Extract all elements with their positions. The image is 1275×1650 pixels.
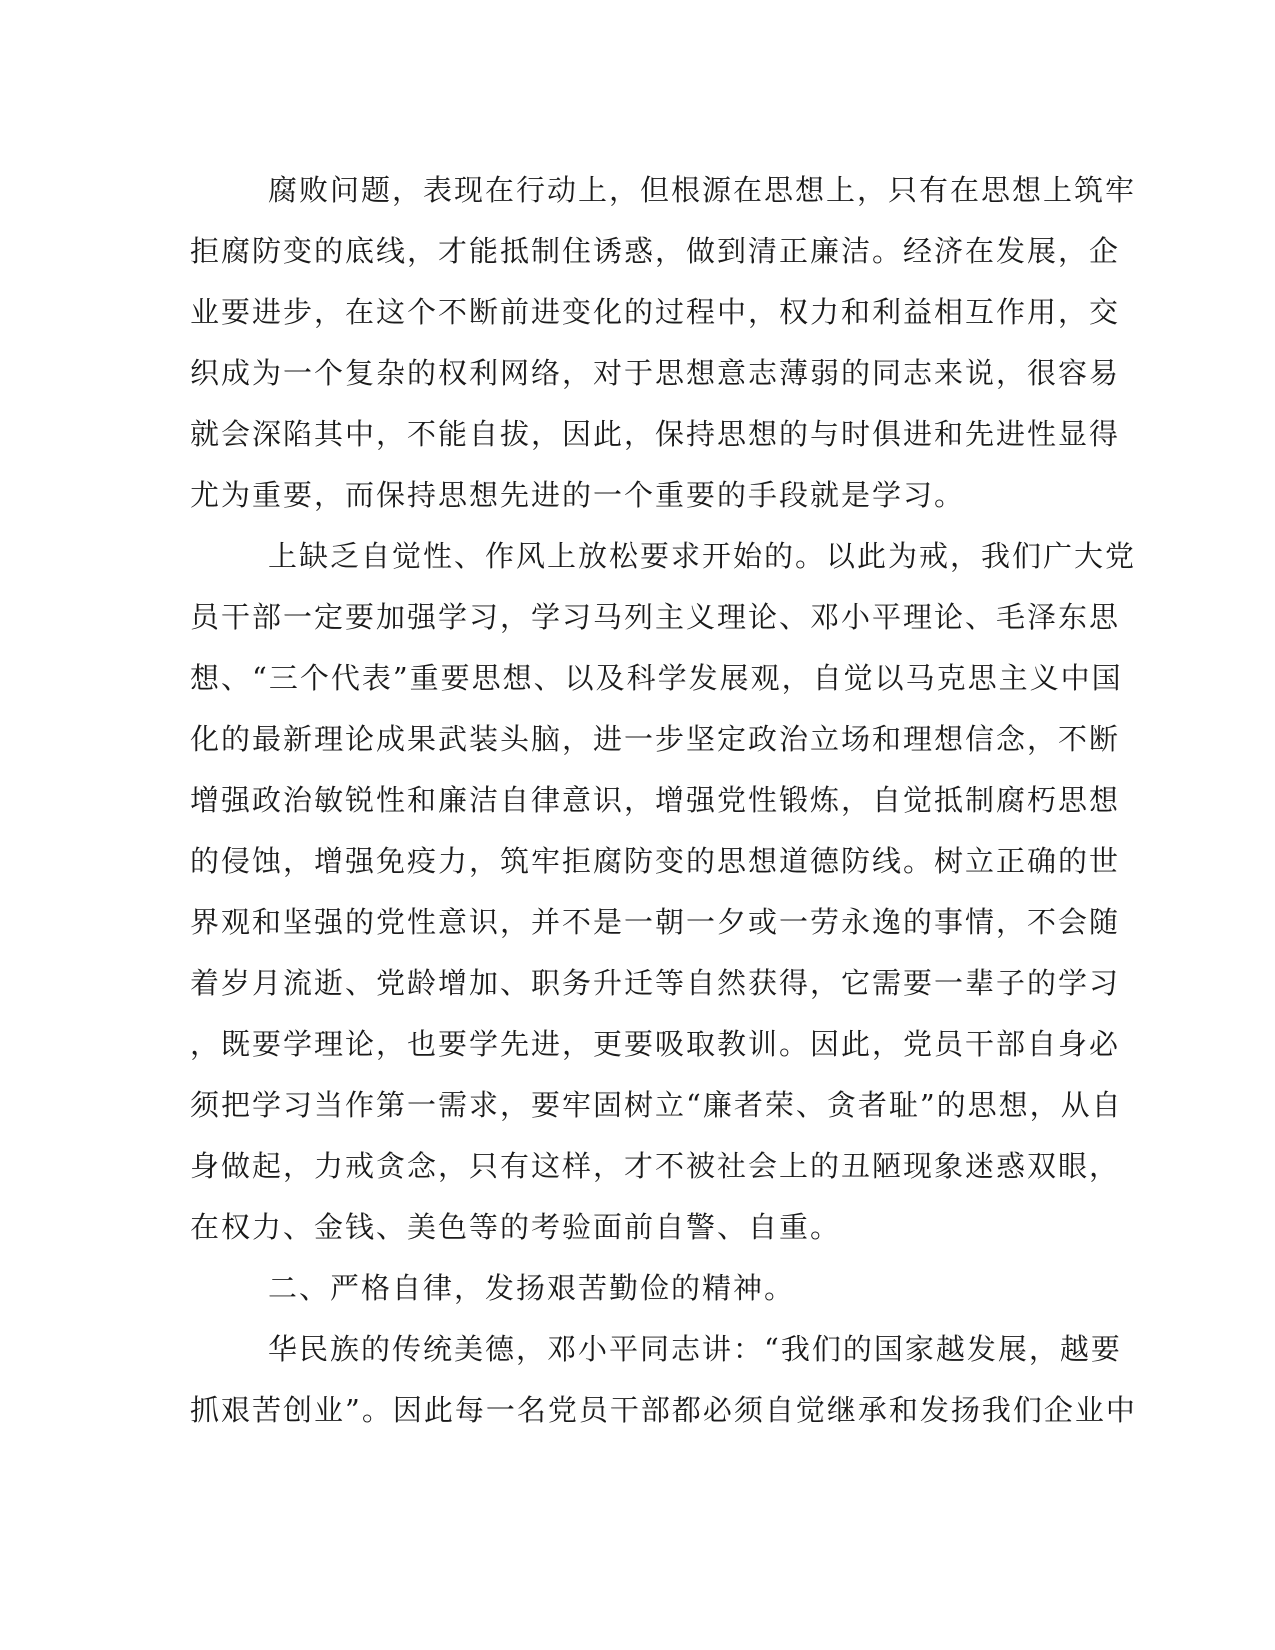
text-line: 就会深陷其中，不能自拔，因此，保持思想的与时俱进和先进性显得 xyxy=(190,417,1121,451)
text-line: 的侵蚀，增强免疫力，筑牢拒腐防变的思想道德防线。树立正确的世 xyxy=(190,844,1121,878)
text-line: 上缺乏自觉性、作风上放松要求开始的。以此为戒，我们广大党 xyxy=(268,539,1137,573)
text-line: 拒腐防变的底线，才能抵制住诱惑，做到清正廉洁。经济在发展，企 xyxy=(190,234,1121,268)
text-line: 业要进步，在这个不断前进变化的过程中，权力和利益相互作用，交 xyxy=(190,295,1121,329)
text-line: 增强政治敏锐性和廉洁自律意识，增强党性锻炼，自觉抵制腐朽思想 xyxy=(190,783,1121,817)
text-line: 腐败问题，表现在行动上，但根源在思想上，只有在思想上筑牢 xyxy=(268,173,1137,207)
paragraph-corruption-roots xyxy=(190,160,1137,526)
document-body xyxy=(190,160,1137,1441)
text-line: 界观和坚强的党性意识，并不是一朝一夕或一劳永逸的事情，不会随 xyxy=(190,905,1121,939)
text-line: 着岁月流逝、党龄增加、职务升迁等自然获得，它需要一辈子的学习 xyxy=(190,966,1121,1000)
heading-line: 二、严格自律，发扬艰苦勤俭的精神。 xyxy=(268,1271,796,1305)
paragraph-hard-work xyxy=(190,1319,1137,1441)
text-line: 抓艰苦创业”。因此每一名党员干部都必须自觉继承和发扬我们企业中 xyxy=(190,1393,1137,1427)
text-line: 织成为一个复杂的权利网络，对于思想意志薄弱的同志来说，很容易 xyxy=(190,356,1121,390)
text-line: 在权力、金钱、美色等的考验面前自警、自重。 xyxy=(190,1210,842,1244)
text-line: 员干部一定要加强学习，学习马列主义理论、邓小平理论、毛泽东思 xyxy=(190,600,1121,634)
text-line: 化的最新理论成果武装头脑，进一步坚定政治立场和理想信念，不断 xyxy=(190,722,1121,756)
text-line: 尤为重要，而保持思想先进的一个重要的手段就是学习。 xyxy=(190,478,966,512)
text-line: 身做起，力戒贪念，只有这样，才不被社会上的丑陋现象迷惑双眼， xyxy=(190,1149,1121,1183)
text-line: ，既要学理论，也要学先进，更要吸取教训。因此，党员干部自身必 xyxy=(190,1027,1121,1061)
section-heading xyxy=(190,1258,1070,1319)
text-line: 华民族的传统美德，邓小平同志讲：“我们的国家越发展，越要 xyxy=(268,1332,1122,1366)
paragraph-study xyxy=(190,526,1137,1258)
text-line: 须把学习当作第一需求，要牢固树立“廉者荣、贪者耻”的思想，从自 xyxy=(190,1088,1123,1122)
text-line: 想、“三个代表”重要思想、以及科学发展观，自觉以马克思主义中国 xyxy=(190,661,1123,695)
